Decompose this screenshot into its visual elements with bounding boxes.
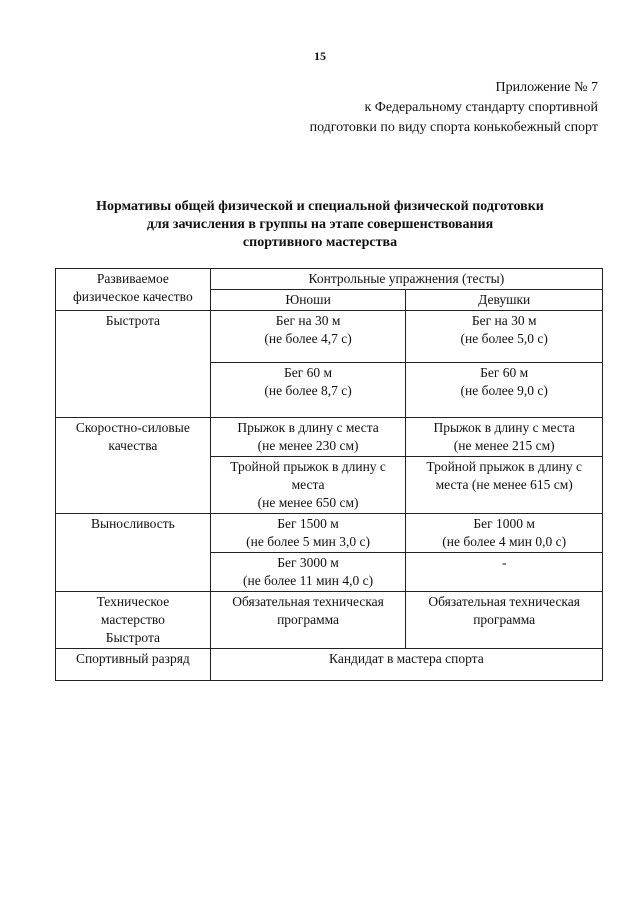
cell-line: (не менее 215 см) xyxy=(453,438,555,453)
cell-line: (не более 8,7 с) xyxy=(264,383,352,398)
technique-label-cell xyxy=(56,592,211,649)
cell-line: Бег 60 м xyxy=(284,365,333,380)
document-title xyxy=(0,198,640,252)
table-row xyxy=(56,592,603,649)
cell-line: Бег 60 м xyxy=(480,365,529,380)
cell-line: (не более 5,0 с) xyxy=(460,331,548,346)
page-number: 15 xyxy=(314,49,326,63)
endurance-girls-1000m xyxy=(406,514,603,553)
endurance-boys-1500m xyxy=(210,514,406,553)
cell-line: Бег 1500 м xyxy=(277,516,339,531)
header-girls-cell: Девушки xyxy=(406,290,603,311)
appendix-line-3: подготовки по виду спорта конькобежный спорт xyxy=(309,120,598,135)
technique-girls-cell xyxy=(406,592,603,649)
power-boys-triple-jump xyxy=(210,457,406,514)
power-girls-long-jump xyxy=(406,418,603,457)
cell-line: Прыжок в длину с места xyxy=(237,420,379,435)
cell-line: (не более 4 мин 0,0 с) xyxy=(442,534,567,549)
title-line-2: для зачисления в группы на этапе совершенствования xyxy=(146,217,494,232)
speed-label-cell: Быстрота xyxy=(56,311,211,418)
cell-line: Прыжок в длину с места xyxy=(433,420,575,435)
speed-girls-60m xyxy=(406,363,603,418)
rank-label-cell: Спортивный разряд xyxy=(56,649,211,681)
table-header-row xyxy=(56,269,603,290)
speed-girls-30m xyxy=(406,311,603,363)
cell-line: места (не менее 615 см) xyxy=(435,477,573,492)
title-line-3: спортивного мастерства xyxy=(242,235,398,250)
cell-line: Бег 1000 м xyxy=(473,516,535,531)
cell-line: Тройной прыжок в длину с xyxy=(426,459,583,474)
speed-boys-30m xyxy=(210,311,406,363)
cell-line: (не более 11 мин 4,0 с) xyxy=(243,573,374,588)
endurance-label-cell: Выносливость xyxy=(56,514,211,592)
cell-line: (не менее 650 см) xyxy=(257,495,359,510)
cell-line: качества xyxy=(108,438,158,453)
cell-line: Техническое xyxy=(96,594,170,609)
header-quality-line-2: физическое качество xyxy=(73,289,193,304)
cell-line: Бег на 30 м xyxy=(471,313,537,328)
cell-line: Быстрота xyxy=(105,630,161,645)
power-boys-long-jump xyxy=(210,418,406,457)
cell-line: программа xyxy=(473,612,536,627)
header-tests-cell: Контрольные упражнения (тесты) xyxy=(210,269,602,290)
table-row xyxy=(56,649,603,681)
cell-line: Бег на 30 м xyxy=(275,313,341,328)
header-quality-line-1: Развиваемое xyxy=(96,271,169,286)
cell-line: (не более 4,7 с) xyxy=(264,331,352,346)
cell-line: Обязательная техническая xyxy=(428,594,580,609)
technique-boys-cell xyxy=(210,592,406,649)
speed-boys-60m xyxy=(210,363,406,418)
power-label-cell xyxy=(56,418,211,514)
table-row xyxy=(56,514,603,553)
cell-line: мастерство xyxy=(100,612,165,627)
cell-line: программа xyxy=(277,612,340,627)
appendix-line-1: Приложение № 7 xyxy=(495,80,598,95)
header-boys-cell: Юноши xyxy=(210,290,406,311)
appendix-note xyxy=(310,78,598,138)
cell-line: (не более 5 мин 3,0 с) xyxy=(246,534,370,549)
title-line-1: Нормативы общей физической и специальной физической подготовки xyxy=(96,199,544,214)
table-row xyxy=(56,311,603,363)
header-quality-cell xyxy=(56,269,211,311)
rank-value-cell: Кандидат в мастера спорта xyxy=(210,649,602,681)
norms-table xyxy=(55,268,603,681)
cell-line: (не менее 230 см) xyxy=(257,438,359,453)
appendix-line-2: к Федеральному стандарту спортивной xyxy=(364,100,598,115)
cell-line: Тройной прыжок в длину с xyxy=(230,459,386,474)
cell-line: (не более 9,0 с) xyxy=(460,383,548,398)
endurance-girls-dash: - xyxy=(406,553,603,592)
cell-line: Бег 3000 м xyxy=(277,555,339,570)
table-row xyxy=(56,418,603,457)
cell-line: места xyxy=(291,477,325,492)
cell-line: Обязательная техническая xyxy=(232,594,384,609)
power-girls-triple-jump xyxy=(406,457,603,514)
cell-line: Скоростно-силовые xyxy=(75,420,190,435)
endurance-boys-3000m xyxy=(210,553,406,592)
